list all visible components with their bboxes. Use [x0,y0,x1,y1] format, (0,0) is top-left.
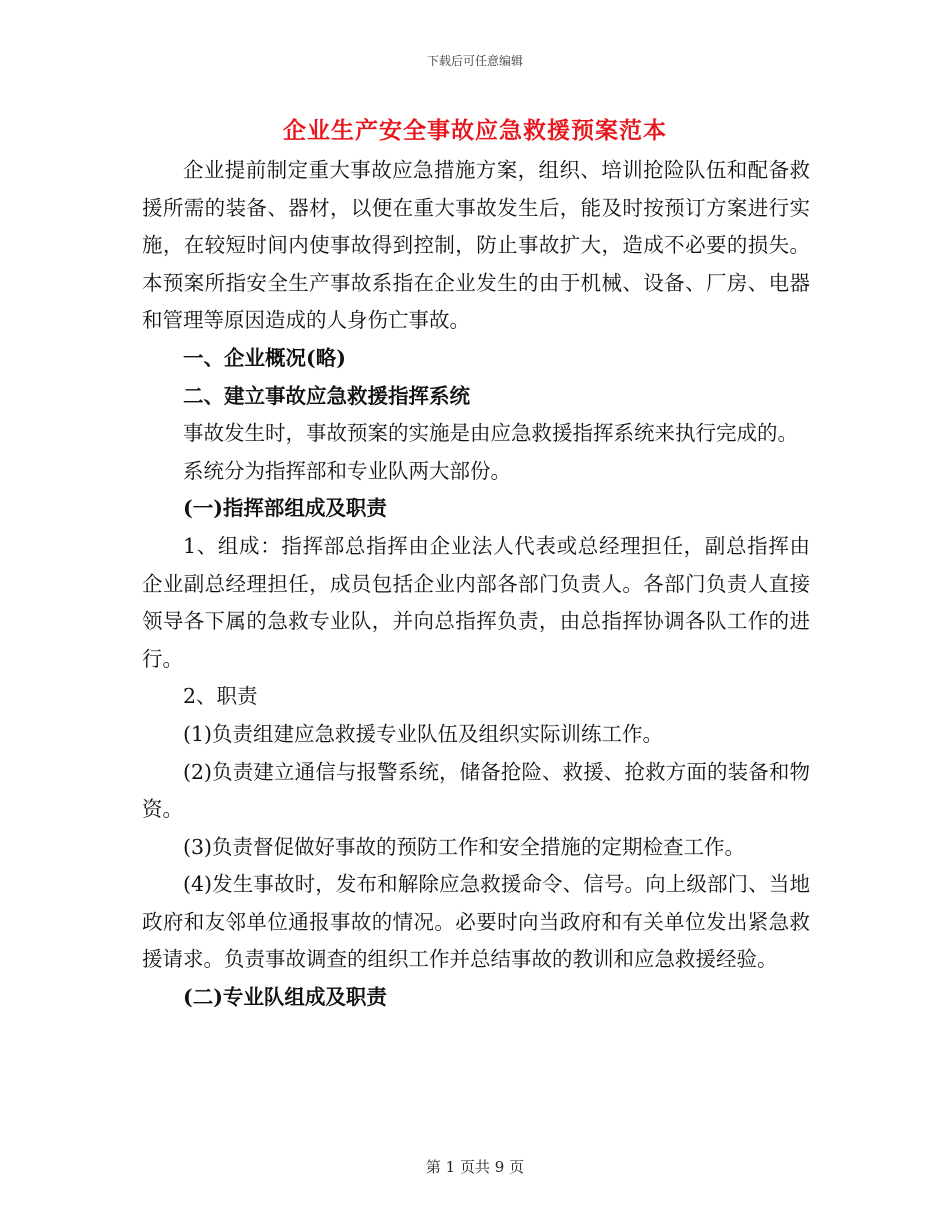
section-heading-command-system: 二、建立事故应急救援指挥系统 [183,383,470,408]
duty-item-2: (2)负责建立通信与报警系统，储备抢险、救援、抢救方面的装备和物资。 [142,759,810,822]
section-heading-overview: 一、企业概况(略) [183,345,346,370]
document-title: 企业生产安全事故应急救援预案范本 [283,117,667,144]
paragraph-implementation: 事故发生时，事故预案的实施是由应急救援指挥系统来执行完成的。 [183,421,798,446]
page-footer: 第 1 页共 9 页 [425,1158,525,1176]
paragraph-system-division: 系统分为指挥部和专业队两大部份。 [183,458,511,483]
subsection-heading-command: (一)指挥部组成及职责 [183,496,387,521]
paragraph-composition: 1、组成：指挥部总指挥由企业法人代表或总经理担任，副总指挥由企业副总经理担任，成员包括企业内部各部门负责人。各部门负责人直接领导各下属的急救专业队，并向总指挥负责，由总指挥协调各队工作的进行。 [142,533,810,671]
document-body [142,152,810,1017]
duty-item-3: (3)负责督促做好事故的预防工作和安全措施的定期检查工作。 [183,834,746,859]
paragraph-duties-label: 2、职责 [183,684,258,709]
duty-item-1: (1)负责组建应急救援专业队伍及组织实际训练工作。 [183,721,664,746]
duty-item-4: (4)发生事故时，发布和解除应急救援命令、信号。向上级部门、当地政府和友邻单位通报事故的情况。必要时向当政府和有关单位发出紧急救援请求。负责事故调查的组织工作并总结事故的教训和应急救援经验。 [142,872,810,972]
header-note: 下载后可任意编辑 [426,54,523,68]
intro-paragraph: 企业提前制定重大事故应急措施方案，组织、培训抢险队伍和配备救援所需的装备、器材，以便在重大事故发生后，能及时按预订方案进行实施，在较短时间内使事故得到控制，防止事故扩大，造成不必要的损失。本预案所指安全生产事故系指在企业发生的由于机械、设备、厂房、电器和管理等原因造成的人身伤亡事故。 [142,158,810,333]
subsection-heading-teams: (二)专业队组成及职责 [183,985,387,1010]
